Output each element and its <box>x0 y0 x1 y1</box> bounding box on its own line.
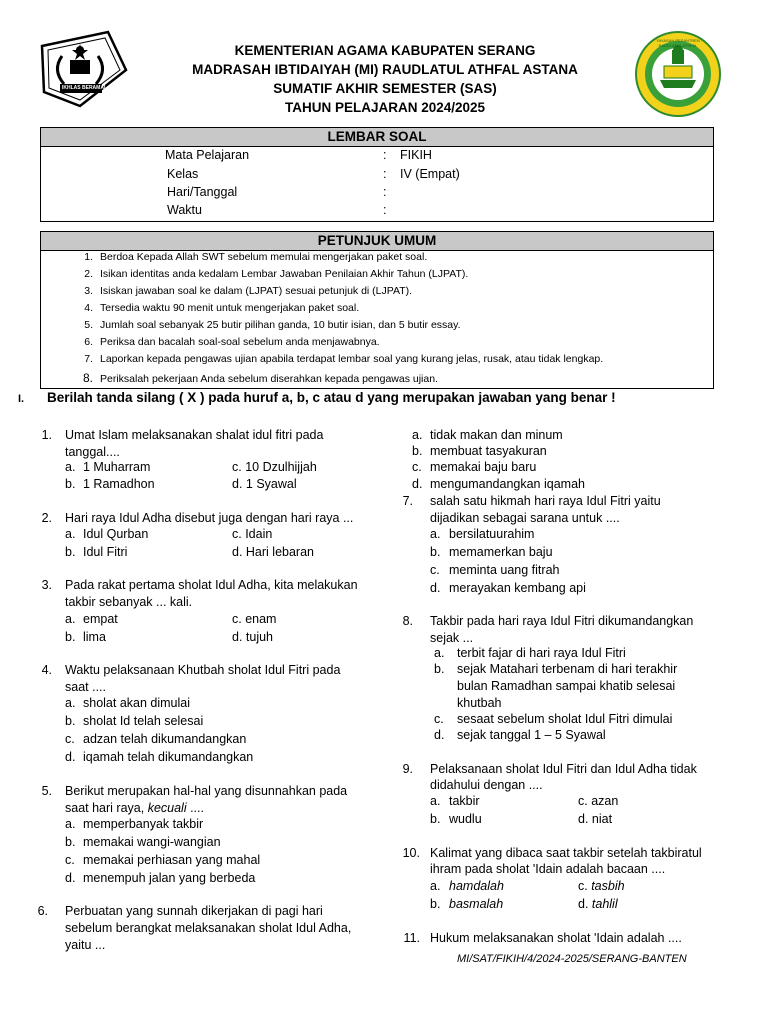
q8-option-b: sejak Matahari terbenam di hari terakhir <box>457 662 678 676</box>
header-line-3: SUMATIF AKHIR SEMESTER (SAS) <box>273 81 497 96</box>
q6-option-d: mengumandangkan iqamah <box>430 477 585 491</box>
q2-option-c: c. Idain <box>232 527 273 541</box>
q8-text-2: sejak ... <box>430 631 474 645</box>
q4-text: Waktu pelaksanaan Khutbah sholat Idul Fitri pada <box>65 663 341 677</box>
q3-option-a: empat <box>83 612 118 626</box>
q1-option-d: d. 1 Syawal <box>232 477 297 491</box>
q6-option-a: tidak makan dan minum <box>430 428 563 442</box>
kemenag-logo <box>30 26 132 110</box>
q9-option-b-letter: b. <box>430 812 441 826</box>
pesantren-logo <box>634 30 722 118</box>
q8-option-b-2: bulan Ramadhan sampai khatib selesai <box>457 679 676 693</box>
q8-number: 8. <box>402 614 413 628</box>
q3-option-b-letter: b. <box>65 630 76 644</box>
info-label-mapel: Mata Pelajaran <box>165 148 250 162</box>
q5-option-c: memakai perhiasan yang mahal <box>83 853 261 867</box>
q5-option-b-letter: b. <box>65 835 76 849</box>
q10-text-2: ihram pada sholat 'Idain adalah bacaan .... <box>430 862 666 876</box>
q6-option-c: memakai baju baru <box>430 460 537 474</box>
info-colon-1: : <box>383 148 387 162</box>
q2-number: 2. <box>41 511 52 525</box>
q7-option-d-letter: d. <box>430 581 441 595</box>
lembar-soal-box <box>40 127 714 222</box>
q4-option-b-letter: b. <box>65 714 76 728</box>
header-line-1: KEMENTERIAN AGAMA KABUPATEN SERANG <box>234 43 536 58</box>
q11-number: 11. <box>403 931 420 945</box>
q3-text-2: takbir sebanyak ... kali. <box>65 595 193 609</box>
petunjuk-item: 1. Berdoa Kepada Allah SWT sebelum memulai mengerjakan paket soal. <box>84 251 428 263</box>
q10-option-d: d. tahlil <box>578 897 618 911</box>
q9-option-c: c. azan <box>578 794 619 808</box>
q9-option-a-letter: a. <box>430 794 441 808</box>
q6-option-d-letter: d. <box>412 477 423 491</box>
info-colon-2: : <box>383 167 387 181</box>
section-number: I. <box>18 393 25 405</box>
q2-option-d: d. Hari lebaran <box>232 545 314 559</box>
q2-option-b: Idul Fitri <box>83 545 128 559</box>
q5-option-c-letter: c. <box>65 853 75 867</box>
q5-text-2: saat hari raya, kecuali .... <box>65 801 204 815</box>
q9-text: Pelaksanaan sholat Idul Fitri dan Idul Adha tidak <box>430 762 697 776</box>
q1-option-a-letter: a. <box>65 460 76 474</box>
q8-text: Takbir pada hari raya Idul Fitri dikumandangkan <box>430 614 694 628</box>
q5-option-d: menempuh jalan yang berbeda <box>83 871 256 885</box>
header-line-4: TAHUN PELAJARAN 2024/2025 <box>284 100 486 115</box>
q6-option-a-letter: a. <box>412 428 423 442</box>
q8-option-b-letter: b. <box>434 662 445 676</box>
q3-option-c: c. enam <box>232 612 277 626</box>
lembar-soal-title: LEMBAR SOAL <box>41 128 713 147</box>
q9-number: 9. <box>402 762 413 776</box>
q7-option-b-letter: b. <box>430 545 441 559</box>
q10-option-b: basmalah <box>449 897 504 911</box>
info-label-kelas: Kelas <box>167 167 199 181</box>
header-line-2: MADRASAH IBTIDAIYAH (MI) RAUDLATUL ATHFAL ASTANA <box>192 62 578 77</box>
petunjuk-item: 3. Isiskan jawaban soal ke dalam (LJPAT) sesuai petunjuk di (LJPAT). <box>84 285 413 297</box>
q7-option-a-letter: a. <box>430 527 441 541</box>
petunjuk-item: 7. Laporkan kepada pengawas ujian apabila terdapat lembar soal yang kurang jelas, rusak, atau tidak lengkap. <box>84 353 604 365</box>
q11-text: Hukum melaksanakan sholat 'Idain adalah .... <box>430 931 682 945</box>
q7-text: salah satu hikmah hari raya Idul Fitri yaitu <box>430 494 661 508</box>
q4-option-c: adzan telah dikumandangkan <box>83 732 247 746</box>
q9-option-b: wudlu <box>449 812 482 826</box>
info-label-waktu: Waktu <box>167 203 202 217</box>
q3-option-d: d. tujuh <box>232 630 274 644</box>
right-logo-text: YAYASAN PESANTREN RAUDLATUL ATHFAL <box>656 38 700 48</box>
info-label-hari: Hari/Tanggal <box>167 185 238 199</box>
document-code-footer: MI/SAT/FIKIH/4/2024-2025/SERANG-BANTEN <box>457 953 687 965</box>
q3-number: 3. <box>41 578 52 592</box>
q1-option-a: 1 Muharram <box>83 460 151 474</box>
q1-text-2: tanggal.... <box>65 445 120 459</box>
q4-option-a: sholat akan dimulai <box>83 696 191 710</box>
q1-option-b-letter: b. <box>65 477 76 491</box>
q10-option-a: hamdalah <box>449 879 504 893</box>
q2-option-a-letter: a. <box>65 527 76 541</box>
q10-option-b-letter: b. <box>430 897 441 911</box>
info-colon-3: : <box>383 185 387 199</box>
petunjuk-item: 4. Tersedia waktu 90 menit untuk mengerjakan paket soal. <box>84 302 360 314</box>
q8-option-d: sejak tanggal 1 – 5 Syawal <box>457 728 606 742</box>
petunjuk-box <box>40 231 714 389</box>
q5-text: Berikut merupakan hal-hal yang disunnahkan pada <box>65 784 348 798</box>
q10-option-c: c. tasbih <box>578 879 625 893</box>
q7-option-c: meminta uang fitrah <box>449 563 560 577</box>
petunjuk-item: 2. Isikan identitas anda kedalam Lembar Jawaban Penilaian Akhir Tahun (LJPAT). <box>84 268 469 280</box>
q9-text-2: didahului dengan .... <box>430 778 543 792</box>
q1-number: 1. <box>41 428 52 442</box>
petunjuk-item: 5. Jumlah soal sebanyak 25 butir pilihan ganda, 10 butir isian, dan 5 butir essay. <box>84 319 461 331</box>
q8-option-d-letter: d. <box>434 728 445 742</box>
q2-option-b-letter: b. <box>65 545 76 559</box>
q2-text: Hari raya Idul Adha disebut juga dengan hari raya ... <box>65 511 354 525</box>
q7-option-b: memamerkan baju <box>449 545 553 559</box>
q6-option-b-letter: b. <box>412 444 423 458</box>
q7-option-a: bersilatuurahim <box>449 527 535 541</box>
q3-text: Pada rakat pertama sholat Idul Adha, kita melakukan <box>65 578 358 592</box>
q4-number: 4. <box>41 663 52 677</box>
q7-number: 7. <box>402 494 413 508</box>
q7-option-d: merayakan kembang api <box>449 581 586 595</box>
q9-option-a: takbir <box>449 794 480 808</box>
q8-option-a: terbit fajar di hari raya Idul Fitri <box>457 646 626 660</box>
q4-option-b: sholat Id telah selesai <box>83 714 204 728</box>
q7-option-c-letter: c. <box>430 563 440 577</box>
petunjuk-title: PETUNJUK UMUM <box>41 232 713 251</box>
q6-text: Perbuatan yang sunnah dikerjakan di pagi hari <box>65 904 323 918</box>
q10-text: Kalimat yang dibaca saat takbir setelah takbiratul <box>430 846 702 860</box>
q5-option-a: memperbanyak takbir <box>83 817 204 831</box>
info-value-mapel: FIKIH <box>400 148 432 162</box>
q6-text-3: yaitu ... <box>65 938 106 952</box>
petunjuk-item: 8. Periksalah pekerjaan Anda sebelum diserahkan kepada pengawas ujian. <box>82 371 438 385</box>
q6-option-c-letter: c. <box>412 460 422 474</box>
q8-option-c-letter: c. <box>434 712 444 726</box>
q8-option-c: sesaat sebelum sholat Idul Fitri dimulai <box>457 712 673 726</box>
q6-number: 6. <box>37 904 48 918</box>
info-colon-4: : <box>383 203 387 217</box>
q1-option-c: c. 10 Dzulhijjah <box>232 460 317 474</box>
q2-option-a: Idul Qurban <box>83 527 149 541</box>
q6-option-b: membuat tasyakuran <box>430 444 547 458</box>
q8-option-a-letter: a. <box>434 646 445 660</box>
q4-option-d-letter: d. <box>65 750 76 764</box>
info-value-kelas: IV (Empat) <box>400 167 460 181</box>
q6-text-2: sebelum berangkat melaksanakan sholat Idul Adha, <box>65 921 352 935</box>
q8-option-b-3: khutbah <box>457 696 502 710</box>
q10-option-a-letter: a. <box>430 879 441 893</box>
left-logo-text: IKHLAS BERAMAL <box>62 85 107 91</box>
q5-option-d-letter: d. <box>65 871 76 885</box>
q4-option-a-letter: a. <box>65 696 76 710</box>
q1-option-b: 1 Ramadhon <box>83 477 155 491</box>
q4-option-c-letter: c. <box>65 732 75 746</box>
q3-option-a-letter: a. <box>65 612 76 626</box>
q7-text-2: dijadikan sebagai sarana untuk .... <box>430 511 620 525</box>
q4-option-d: iqamah telah dikumandangkan <box>83 750 254 764</box>
q5-number: 5. <box>41 784 52 798</box>
petunjuk-item: 6. Periksa dan bacalah soal-soal sebelum anda menjawabnya. <box>84 336 380 348</box>
q10-number: 10. <box>402 846 420 860</box>
section-instruction: Berilah tanda silang ( X ) pada huruf a, b, c atau d yang merupakan jawaban yang benar ! <box>47 390 616 405</box>
q9-option-d: d. niat <box>578 812 613 826</box>
q5-option-a-letter: a. <box>65 817 76 831</box>
q5-option-b: memakai wangi-wangian <box>83 835 221 849</box>
q1-text: Umat Islam melaksanakan shalat idul fitri pada <box>65 428 324 442</box>
q3-option-b: lima <box>83 630 106 644</box>
q4-text-2: saat .... <box>65 680 106 694</box>
